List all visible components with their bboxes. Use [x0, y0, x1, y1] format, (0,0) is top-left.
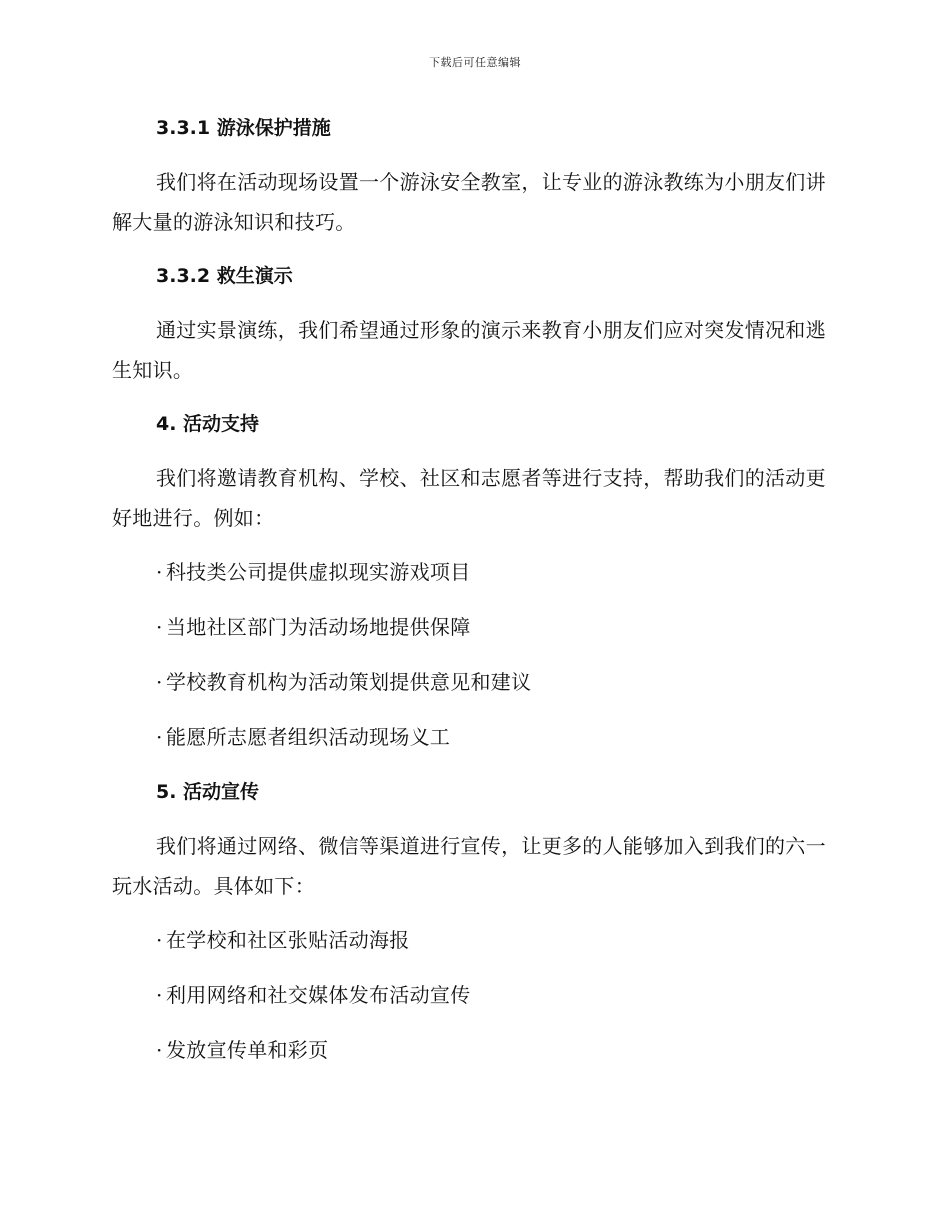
heading-3-3-2: 3.3.2 救生演示 [156, 265, 293, 287]
list-item [112, 1030, 832, 1070]
list-item-text: 能愿所志愿者组织活动现场义工 [166, 725, 451, 749]
bullet-marker: · [156, 670, 163, 694]
paragraph-5: 我们将通过网络、微信等渠道进行宣传，让更多的人能够加入到我们的六一玩水活动。具体如下： [112, 834, 826, 898]
list-item-text: 学校教育机构为活动策划提供意见和建议 [166, 670, 532, 694]
list-item [112, 662, 832, 702]
bullet-marker: · [156, 1038, 163, 1062]
paragraph-4: 我们将邀请教育机构、学校、社区和志愿者等进行支持，帮助我们的活动更好地进行。例如： [112, 466, 826, 530]
list-item-text: 当地社区部门为活动场地提供保障 [166, 615, 471, 639]
list-item [112, 717, 832, 757]
list-item [112, 975, 832, 1015]
document-body [112, 108, 832, 1085]
paragraph-3-3-1: 我们将在活动现场设置一个游泳安全教室，让专业的游泳教练为小朋友们讲解大量的游泳知识和技巧。 [112, 170, 826, 234]
list-item [112, 607, 832, 647]
list-item-text: 利用网络和社交媒体发布活动宣传 [166, 983, 471, 1007]
list-item [112, 552, 832, 592]
paragraph-3-3-2: 通过实景演练，我们希望通过形象的演示来教育小朋友们应对突发情况和逃生知识。 [112, 318, 826, 382]
list-item [112, 920, 832, 960]
heading-5: 5. 活动宣传 [156, 781, 260, 803]
page-header: 下载后可任意编辑 [429, 56, 521, 69]
bullet-marker: · [156, 615, 163, 639]
bullet-marker: · [156, 983, 163, 1007]
bullet-marker: · [156, 725, 163, 749]
bullet-marker: · [156, 928, 163, 952]
list-item-text: 科技类公司提供虚拟现实游戏项目 [166, 560, 471, 584]
heading-4: 4. 活动支持 [156, 413, 260, 435]
bullet-marker: · [156, 560, 163, 584]
list-item-text: 发放宣传单和彩页 [166, 1038, 329, 1062]
list-item-text: 在学校和社区张贴活动海报 [166, 928, 410, 952]
heading-3-3-1: 3.3.1 游泳保护措施 [156, 117, 331, 139]
